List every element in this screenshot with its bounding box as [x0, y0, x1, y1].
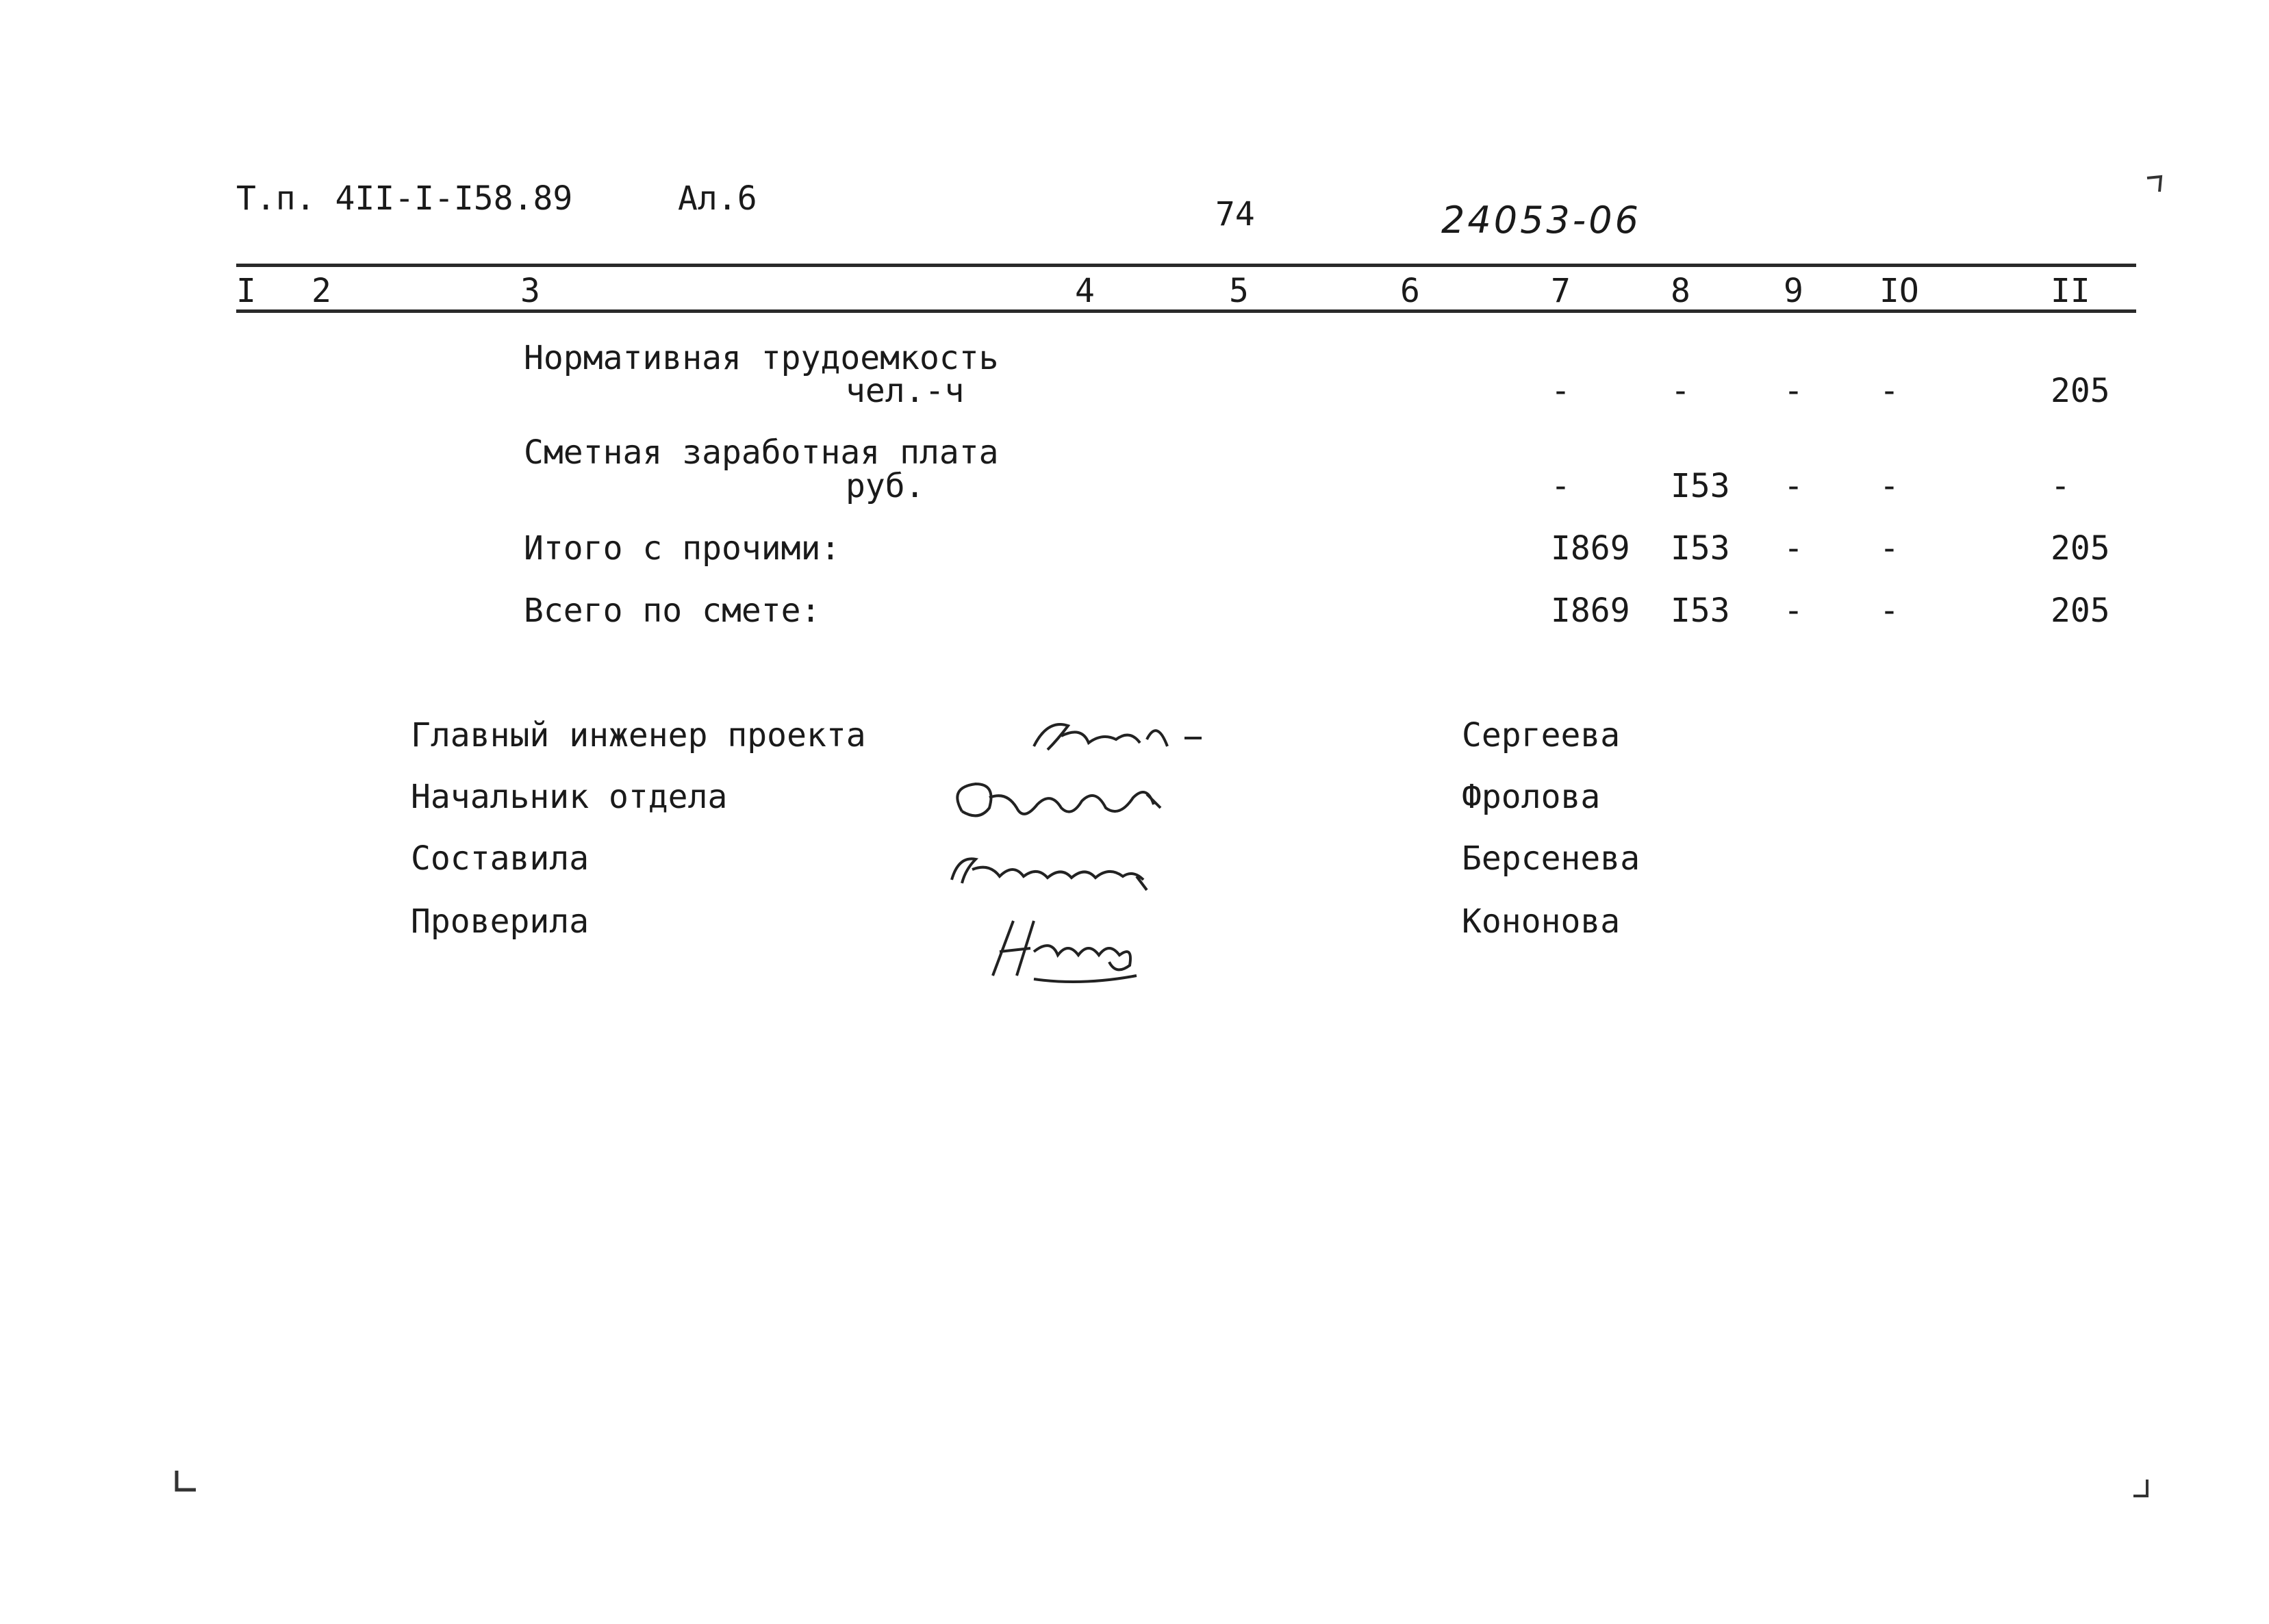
column-number-4: 4: [1075, 272, 1095, 310]
cell-col10: -: [1879, 529, 1899, 568]
column-number-6: 6: [1400, 272, 1420, 310]
corner-mark-top-right: [2143, 171, 2170, 205]
column-number-10: IO: [1879, 272, 1919, 310]
signature-title: Начальник отдела: [411, 778, 728, 816]
cell-col11: 205: [2051, 592, 2110, 630]
handwritten-code: 24053-06: [1441, 199, 1641, 242]
handwritten-signature: [938, 842, 1184, 897]
signature-title: Проверила: [411, 902, 590, 941]
cell-col8: I53: [1671, 467, 1730, 505]
signature-name: Кононова: [1462, 902, 1621, 941]
cell-text: -: [1551, 372, 1571, 410]
column-number-2: 2: [312, 272, 331, 310]
row-label: Итого с прочими:: [524, 529, 841, 568]
cell-col8: I53: [1671, 592, 1730, 630]
column-number-8: 8: [1671, 272, 1690, 310]
corner-mark-bottom-left: [171, 1465, 205, 1499]
cell-col7: I869: [1551, 592, 1630, 630]
cell-text: -: [1671, 372, 1690, 410]
cell-col7: I869: [1551, 529, 1630, 568]
cell-col10: [1879, 372, 1899, 410]
column-number-7: 7: [1551, 272, 1571, 310]
signature-name: Сергеева: [1462, 716, 1621, 754]
cell-col9: [1784, 372, 1803, 410]
page-number: 74: [1215, 195, 1255, 233]
cell-text: -: [1879, 372, 1899, 410]
column-number-9: 9: [1784, 272, 1803, 310]
row-label: Сметная заработная плата: [524, 433, 999, 472]
signature-title: Главный инженер проекта: [411, 716, 866, 754]
cell-col11: 205: [2051, 529, 2110, 568]
cell-col11: 205: [2051, 372, 2110, 410]
cell-col7: -: [1551, 467, 1571, 505]
column-number-1: I: [236, 272, 256, 310]
cell-col9: -: [1784, 467, 1803, 505]
cell-col7: [1551, 372, 1571, 410]
cell-col10: -: [1879, 467, 1899, 505]
row-label: Нормативная трудоемкость: [524, 339, 999, 377]
album-number: Ал.6: [678, 179, 757, 218]
row-unit: чел.-ч: [846, 372, 965, 410]
signature-name: Берсенева: [1462, 839, 1640, 878]
table-top-rule: [236, 264, 2136, 267]
cell-col8: I53: [1671, 529, 1730, 568]
cell-col9: -: [1784, 592, 1803, 630]
cell-col10: -: [1879, 592, 1899, 630]
row-label: Всего по смете:: [524, 592, 821, 630]
handwritten-signature: [1020, 712, 1226, 767]
cell-col8: [1671, 372, 1690, 410]
signature-name: Фролова: [1462, 778, 1601, 816]
signature-title: Составила: [411, 839, 590, 878]
cell-col11: -: [2051, 467, 2070, 505]
document-code: Т.п. 4II-I-I58.89: [236, 179, 573, 218]
corner-mark-bottom-right: [2129, 1475, 2157, 1503]
cell-text: -: [1784, 372, 1803, 410]
cell-col9: -: [1784, 529, 1803, 568]
column-number-11: II: [2051, 272, 2090, 310]
column-number-5: 5: [1229, 272, 1249, 310]
column-number-3: 3: [520, 272, 540, 310]
row-unit: руб.: [846, 467, 925, 505]
handwritten-signature: [941, 770, 1202, 839]
handwritten-signature: [979, 911, 1171, 986]
